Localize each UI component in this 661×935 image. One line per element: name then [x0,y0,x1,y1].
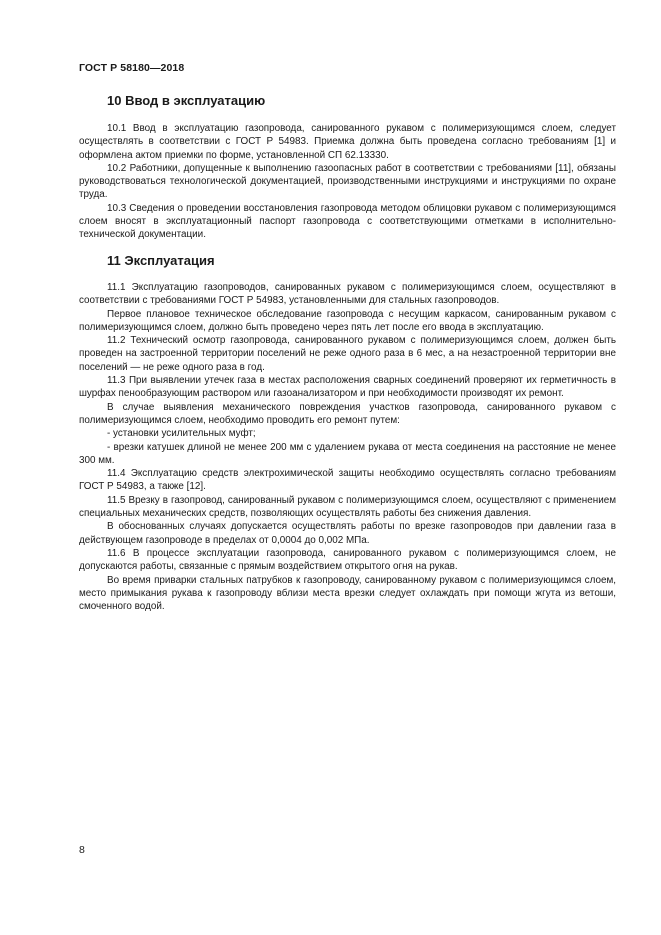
paragraph-11-3: 11.3 При выявлении утечек газа в местах расположения сварных соединений проверяют их герметичность в шурфах пенообразующим раствором или газоанализатором и при необходимости производят их ремонт. [79,375,616,400]
paragraph-11-5: 11.5 Врезку в газопровод, санированный рукавом с полимеризующимся слоем, осуществляют с применением специальных механических средств, позволяющих осуществлять работы без снижения давления. [79,494,616,520]
page-number: 8 [79,844,85,856]
paragraph-11-5-pressure: В обоснованных случаях допускается осуществлять работы по врезке газопроводов при давлении газа в действующем газопроводе в пределах от 0,0004 до 0,002 МПа. [79,521,616,546]
section-title: 11 Эксплуатация [107,253,215,268]
section-title: 10 Ввод в эксплуатацию [107,93,266,108]
section-11 [79,253,616,613]
paragraph-11-1: 11.1 Эксплуатацию газопроводов, санированных рукавом с полимеризующимся слоем, осуществляют в соответствии с требованиями ГОСТ Р 54983, установленными для стальных газопроводов. [79,282,616,307]
list-item-coil-insertion: - врезки катушек длиной не менее 200 мм с удалением рукава от места соединения на расстояние не менее 300 мм. [79,441,616,466]
document-code: ГОСТ Р 58180—2018 [79,62,185,74]
paragraph-10-1: 10.1 Ввод в эксплуатацию газопровода, санированного рукавом с полимеризующимся слоем, следует осуществлять в соответствии с ГОСТ Р 54983. Приемка должна быть проведена согласно требованиям [1] и оформлена актом приемки по форме, установленной СП 62.13330. [79,123,616,161]
paragraph-11-6-welding: Во время приварки стальных патрубков к газопроводу, санированному рукавом с полимеризующимся слоем, место примыкания рукава к газопроводу вблизи места врезки следует охлаждать при помощи жгута из ветоши, смоченного водой. [79,574,616,613]
paragraph-11-2: 11.2 Технический осмотр газопровода, санированного рукавом с полимеризующимся слоем, должен быть проведен на застроенной территории поселений не реже одного раза в 6 мес, а на незастроенной территории вне поселений — не реже одного раза в год. [79,335,616,373]
paragraph-11-4: 11.4 Эксплуатацию средств электрохимической защиты необходимо осуществлять согласно требованиям ГОСТ Р 54983, а также [12]. [79,468,616,493]
list-item-couplings: - установки усилительных муфт; [107,428,256,440]
section-10 [79,93,616,242]
paragraph-11-1-survey: Первое плановое техническое обследование газопровода с несущим каркасом, санированным рукавом с полимеризующимся слоем, должно быть проведено через пять лет после его ввода в эксплуатацию. [79,308,616,333]
paragraph-11-3-damage: В случае выявления механического повреждения участков газопровода, санированного рукавом с полимеризующимся слоем, необходимо проводить его ремонт путем: [79,401,616,426]
paragraph-10-3: 10.3 Сведения о проведении восстановления газопровода методом облицовки рукавом с полимеризующимся слоем вносят в эксплуатационный паспорт газопровода с соответствующими отметками в исполнительно-технической документации. [79,202,616,241]
paragraph-10-2: 10.2 Работники, допущенные к выполнению газоопасных работ в соответствии с требованиями [11], обязаны руководствоваться технологической документацией, производственными инструкциями и инструкциями по охране труда. [79,162,616,201]
paragraph-11-6: 11.6 В процессе эксплуатации газопровода, санированного рукавом с полимеризующимся слоем, не допускаются работы, связанные с прямым воздействием открытого огня на рукав. [79,547,616,573]
